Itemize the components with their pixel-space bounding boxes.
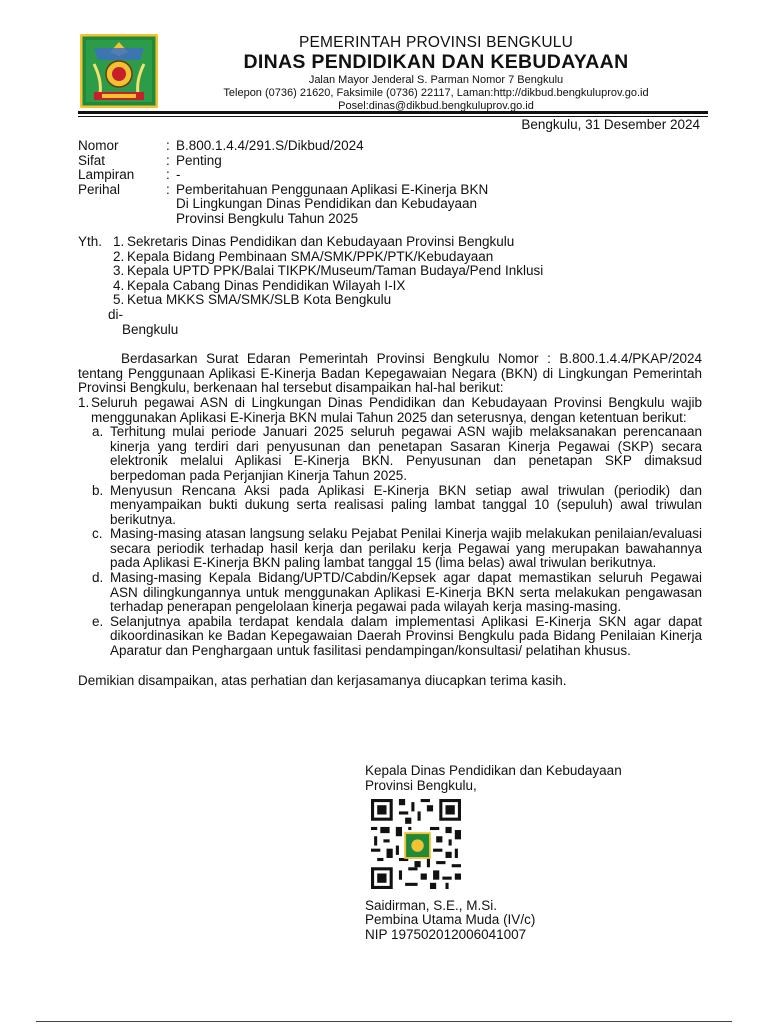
list-item xyxy=(92,571,702,615)
government-name: PEMERINTAH PROVINSI BENGKULU xyxy=(298,34,574,51)
meta-label: Perihal xyxy=(78,181,121,197)
meta-label: Sifat xyxy=(78,152,106,168)
sub-points xyxy=(92,425,702,659)
list-item xyxy=(113,235,543,250)
meta-label: Nomor xyxy=(78,138,119,153)
signatory-title: Kepala Dinas Pendidikan dan Kebudayaan xyxy=(365,763,622,778)
qr-code-icon xyxy=(371,799,461,889)
meta-value: Penting xyxy=(176,152,222,168)
list-number: 5. xyxy=(113,292,125,308)
recipient-text: Sekretaris Dinas Pendidikan dan Kebudayaan Provinsi Bengkulu xyxy=(127,234,515,249)
meta-colon: : xyxy=(166,181,170,197)
agency-address: Jalan Mayor Jenderal S. Parman Nomor 7 Bengkulu xyxy=(308,74,564,86)
meta-colon: : xyxy=(166,152,170,168)
signature-block xyxy=(365,764,622,943)
signatory-nip: NIP 197502012006041007 xyxy=(365,926,527,942)
meta-value xyxy=(176,183,596,227)
meta-value: B.800.1.4.4/291.S/Dikbud/2024 xyxy=(176,138,364,153)
point-text: Seluruh pegawai ASN di Lingkungan Dinas Pendidikan dan Kebudayaan Provinsi Bengkulu wajib menggunakan Aplikasi E-Kinerja BKN mulai Tahun 2025 dan seterusnya, dengan ketentuan berikut: xyxy=(91,394,702,425)
list-item xyxy=(113,279,543,294)
list-letter: e. xyxy=(92,613,104,629)
list-letter: b. xyxy=(92,482,104,498)
agency-email: Posel:dinas@dikbud.bengkuluprov.go.id xyxy=(338,100,534,112)
subject-line: Di Lingkungan Dinas Pendidikan dan Kebudayaan xyxy=(176,196,477,211)
meta-colon: : xyxy=(166,167,170,182)
meta-label: Lampiran xyxy=(78,167,135,182)
recipient-text: Kepala Bidang Pembinaan SMA/SMK/PPK/PTK/Kebudayaan xyxy=(127,248,494,264)
list-item xyxy=(92,484,702,528)
list-number: 1. xyxy=(78,394,90,410)
list-letter: a. xyxy=(92,424,104,440)
list-letter: c. xyxy=(92,526,103,542)
meta-lampiran xyxy=(78,168,596,183)
meta-perihal xyxy=(78,183,596,227)
recipients-label: Yth. xyxy=(78,234,103,249)
subject-line: Provinsi Bengkulu Tahun 2025 xyxy=(176,210,359,226)
signatory-name: Saidirman, S.E., M.Si. xyxy=(365,897,498,913)
subject-line: Pemberitahuan Penggunaan Aplikasi E-Kinerja BKN xyxy=(176,181,489,197)
letter-body xyxy=(78,235,702,688)
sub-point-text: Selanjutnya apabila terdapat kendala dalam implementasi Aplikasi E-Kinerja SKN agar dapat dikoordinasikan ke Badan Kepegawaian Daerah Provinsi Bengkulu pada Bidang Penilaian Kinerja Aparatur dan Penghargaan untuk fasilitasi pendampingan/konsultasi/ pelatihan khusus. xyxy=(110,613,702,659)
list-item xyxy=(113,264,543,279)
list-item xyxy=(92,615,702,659)
signatory-region: Provinsi Bengkulu, xyxy=(365,777,477,793)
recipients xyxy=(78,235,702,308)
letter-date: Bengkulu, 31 Desember 2024 xyxy=(521,117,700,132)
sub-point-text: Masing-masing Kepala Bidang/UPTD/Cabdin/Kepsek agar dapat memastikan seluruh Pegawai ASN dilingkungannya untuk menggunakan Aplikasi E-Kinerja BKN serta melakukan pengawasan terhadap penerapan pengelolaan kinerja pegawai pada wilayah kerja masing-masing. xyxy=(110,570,702,615)
list-number: 4. xyxy=(113,277,125,293)
list-item xyxy=(113,250,543,265)
sub-point-text: Masing-masing atasan langsung selaku Pejabat Penilai Kinerja wajib melakukan penilaian/evaluasi secara periodik terhadap hasil kerja dan perilaku kerja Pegawai yang merupakan bawahannya pada Aplikasi E-Kinerja BKN paling lambat tanggal 15 (lima belas) awal triwulan berikutnya. xyxy=(110,526,702,571)
list-letter: d. xyxy=(92,570,104,586)
list-number: 1. xyxy=(113,234,125,249)
recipient-text: Ketua MKKS SMA/SMK/SLB Kota Bengkulu xyxy=(127,292,392,308)
list-number: 2. xyxy=(113,248,125,264)
letterhead-divider-thick xyxy=(78,111,708,114)
meta-nomor xyxy=(78,139,596,154)
list-item xyxy=(92,527,702,571)
provincial-emblem-icon xyxy=(80,34,158,108)
meta-sifat xyxy=(78,154,596,169)
letterhead xyxy=(166,34,706,113)
closing-paragraph: Demikian disampaikan, atas perhatian dan kerjasamanya diucapkan terima kasih. xyxy=(78,672,567,688)
recipient-text: Kepala Cabang Dinas Pendidikan Wilayah I-IX xyxy=(127,277,406,293)
sub-point-text: Terhitung mulai periode Januari 2025 seluruh pegawai ASN wajib melaksanakan perencanaan kinerja yang terdiri dari penyusunan dan penetapan Sasaran Kinerja Pegawai (SKP) secara elektronik melalui Aplikasi E-Kinerja BKN. Penyusunan dan penetapan SKP dimaksud berpedoman pada Perjanjian Kinerja Tahun 2025. xyxy=(110,424,702,483)
agency-contact: Telepon (0736) 21620, Faksimile (0736) 22117, Laman:http://dikbud.bengkuluprov.go.id xyxy=(223,87,649,99)
point-1 xyxy=(78,396,702,425)
letter-meta xyxy=(78,139,596,226)
meta-value: - xyxy=(176,167,181,182)
agency-name: DINAS PENDIDIKAN DAN KEBUDAYAAN xyxy=(243,51,629,73)
page-footer-line xyxy=(36,1021,732,1022)
recipient-text: Kepala UPTD PPK/Balai TIKPK/Museum/Taman Budaya/Pend Inklusi xyxy=(127,263,544,279)
recipient-city: Bengkulu xyxy=(122,321,179,337)
recipient-list xyxy=(113,235,543,308)
recipient-di: di- xyxy=(108,306,124,322)
list-item xyxy=(113,293,543,308)
signatory-rank: Pembina Utama Muda (IV/c) xyxy=(365,912,536,928)
intro-paragraph: Berdasarkan Surat Edaran Pemerintah Provinsi Bengkulu Nomor : B.800.1.4.4/PKAP/2024 tentang Penggunaan Aplikasi E-Kinerja Badan Kepegawaian Negara (BKN) di Lingkungan Pemerintah Provinsi Bengkulu, berkenaan hal tersebut disampaikan hal-hal berikut: xyxy=(78,351,702,396)
list-item xyxy=(92,425,702,483)
list-number: 3. xyxy=(113,263,125,279)
sub-point-text: Menyusun Rencana Aksi pada Aplikasi E-Kinerja BKN setiap awal triwulan (periodik) dan menyampaikan bukti dukung serta realisasi paling lambat tanggal 10 (sepuluh) awal triwulan berikutnya. xyxy=(110,482,702,527)
meta-colon: : xyxy=(166,138,170,153)
